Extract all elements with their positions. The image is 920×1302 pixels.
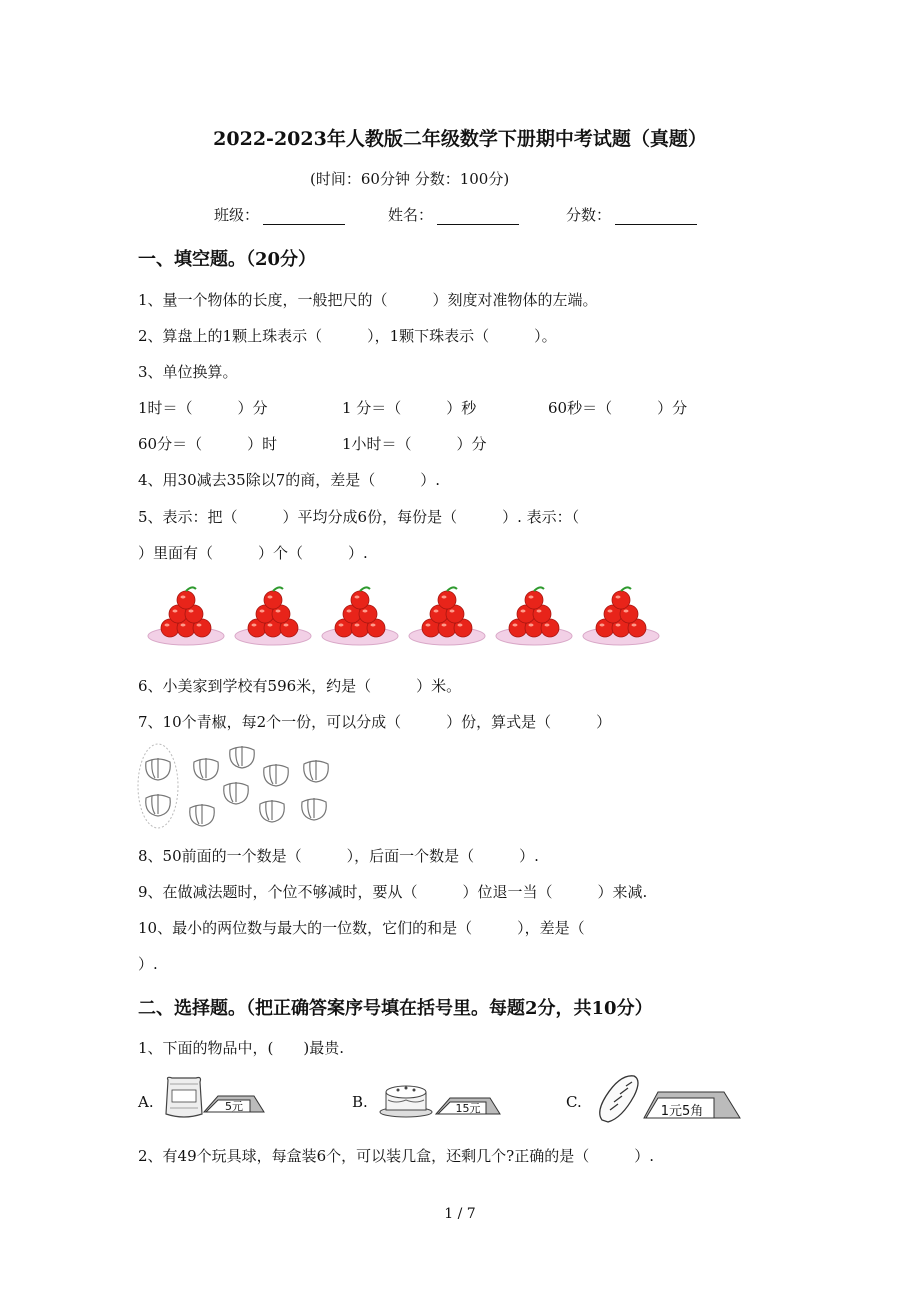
name-field xyxy=(388,204,519,225)
apple-icon xyxy=(438,591,456,609)
apple-plate xyxy=(496,587,572,645)
apple-plate xyxy=(235,587,311,645)
option-b-letter[interactable]: B. xyxy=(352,1093,368,1111)
apple-icon xyxy=(612,591,630,609)
score-blank[interactable] xyxy=(615,209,697,225)
pepper-icon xyxy=(304,760,329,782)
option-c-image xyxy=(594,1072,744,1128)
question-2-1: 1、下面的物品中，( )最贵. xyxy=(138,1039,345,1057)
price-tag-c xyxy=(644,1092,740,1119)
apple-icon xyxy=(177,591,195,609)
apple-plate xyxy=(409,587,485,645)
name-blank[interactable] xyxy=(437,209,519,225)
score-field xyxy=(566,204,697,225)
pepper-icon xyxy=(146,794,171,816)
pepper-icon xyxy=(264,764,289,786)
question-1-10: 10、最小的两位数与最大的一位数，它们的和是（ ），差是（ xyxy=(138,919,585,937)
section2-heading: 二、选择题。（把正确答案序号填在括号里。每题2分，共10分） xyxy=(138,998,653,1019)
pepper-icon xyxy=(190,804,215,826)
price-a: 5元 xyxy=(225,1100,243,1113)
page-title: 2022-2023年人教版二年级数学下册期中考试题（真题） xyxy=(213,128,707,150)
option-a-letter[interactable]: A. xyxy=(138,1093,154,1111)
option-b-image xyxy=(378,1074,504,1122)
question-1-5: 5、表示：把（ ）平均分成6份，每份是（ ）. 表示：（ xyxy=(138,508,580,526)
conversion-1: 1时＝（ ）分 xyxy=(138,399,268,417)
apple-plate xyxy=(583,587,659,645)
question-1-6: 6、小美家到学校有596米，约是（ ）米。 xyxy=(138,677,462,695)
pepper-icon xyxy=(194,758,219,780)
section1-heading: 一、填空题。（20分） xyxy=(138,249,317,270)
bread-icon xyxy=(600,1076,638,1122)
question-1-10-cont: ）. xyxy=(138,955,158,973)
question-1-8: 8、50前面的一个数是（ ），后面一个数是（ ）. xyxy=(138,847,539,865)
apple-plate xyxy=(322,587,398,645)
name-label: 姓名： xyxy=(388,206,434,224)
conversion-4: 60分＝（ ）时 xyxy=(138,435,278,453)
question-1-2: 2、算盘上的1颗上珠表示（ ），1颗下珠表示（ ）。 xyxy=(138,327,557,345)
class-blank[interactable] xyxy=(263,209,345,225)
apple-icon xyxy=(351,591,369,609)
apple-icon xyxy=(264,591,282,609)
apple-icon xyxy=(525,591,543,609)
question-1-3: 3、单位换算。 xyxy=(138,363,238,381)
cake-icon xyxy=(380,1086,432,1117)
class-label: 班级： xyxy=(214,206,260,224)
conversion-5: 1小时＝（ ）分 xyxy=(342,435,487,453)
pepper-icon xyxy=(230,746,255,768)
peppers-image xyxy=(136,742,340,832)
apple-plates-image xyxy=(140,580,680,652)
conversion-3: 60秒＝（ ）分 xyxy=(548,399,688,417)
page-number: 1 / 7 xyxy=(444,1206,476,1222)
bag-icon xyxy=(166,1077,202,1117)
question-1-1: 1、量一个物体的长度，一般把尺的（ ）刻度对准物体的左端。 xyxy=(138,291,598,309)
score-label: 分数： xyxy=(566,206,612,224)
pepper-icon xyxy=(224,782,249,804)
pepper-icon xyxy=(260,800,285,822)
conversion-2: 1 分＝（ ）秒 xyxy=(342,399,477,417)
price-c: 1元5角 xyxy=(660,1104,704,1119)
apple-plate xyxy=(148,587,224,645)
price-tag-a xyxy=(204,1096,264,1113)
option-c-letter[interactable]: C. xyxy=(566,1093,582,1111)
option-a-image xyxy=(162,1074,266,1122)
price-b: 15元 xyxy=(455,1102,481,1115)
question-1-5-cont: ）里面有（ ）个（ ）. xyxy=(138,544,368,562)
pepper-icon xyxy=(302,798,327,820)
exam-time-score: (时间：60分钟 分数：100分) xyxy=(310,170,510,188)
price-tag-b xyxy=(436,1098,500,1115)
question-1-7: 7、10个青椒，每2个一份，可以分成（ ）份，算式是（ ） xyxy=(138,713,612,731)
question-2-2: 2、有49个玩具球，每盒装6个，可以装几盒，还剩几个?正确的是（ ）. xyxy=(138,1147,654,1165)
question-1-4: 4、用30减去35除以7的商，差是（ ）. xyxy=(138,471,441,489)
pepper-icon xyxy=(146,758,171,780)
question-1-9: 9、在做减法题时，个位不够减时，要从（ ）位退一当（ ）来减. xyxy=(138,883,648,901)
class-field xyxy=(214,204,345,225)
